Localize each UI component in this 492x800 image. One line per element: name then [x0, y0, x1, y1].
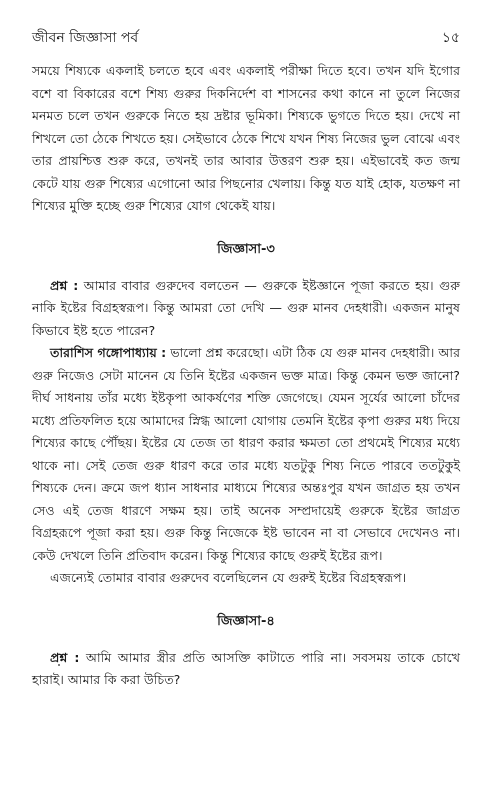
question-paragraph-3	[32, 275, 460, 343]
print-speck	[58, 664, 60, 666]
question-text: আমি আমার স্ত্রীর প্রতি আসক্তি কাটাতে পারি না। সবসময় তাকে চোখে হারাই। আমার কি করা উচিত?	[32, 649, 461, 687]
answer-paragraph-3	[32, 342, 460, 567]
closing-paragraph-3: এজন্যেই তোমার বাবার গুরুদেব বলেছিলেন যে গুরুই ইষ্টের বিগ্রহস্বরূপ।	[50, 570, 407, 585]
section-heading-4: জিজ্ঞাসা-৪	[217, 613, 275, 629]
question-label: প্রশ্ন :	[50, 649, 80, 665]
header-title: জীবন জিজ্ঞাসা পর্ব	[32, 30, 139, 46]
section-heading-3: জিজ্ঞাসা-৩	[217, 241, 275, 257]
answer-text: ভালো প্রশ্ন করেছো। এটা ঠিক যে গুরু মানব দেহধারী। আর গুরু নিজেও সেটা মানেন যে তিনি ইষ্টের একজন ভক্ত মাত্র। কিন্তু কেমন ভক্ত জানো? দীর্ঘ সাধনায় তাঁর মধ্যে ইষ্টকৃপা আকর্ষণের শক্তি জেগেছে। যেমন সূর্যের আলো চাঁদের মধ্যে প্রতিফলিত হয়ে আমাদের স্নিগ্ধ আলো যোগায় তেমনি ইষ্টের কৃপা গুরুর মধ্য দিয়ে শিষ্যের কাছে পৌঁছয়। ইষ্টের যে তেজ তা ধারণ করার ক্ষমতা তো প্রথমেই শিষ্যের মধ্যে থাকে না। সেই তেজ গুরু ধারণ করে তার মধ্যে যতটুকু শিষ্য নিতে পারবে ততটুকুই শিষ্যকে দেন। ক্রমে জপ ধ্যান সাধনার মাধ্যমে শিষ্যের অন্তঃপুর যখন জাগ্রত হয় তখন সেও এই তেজ ধারণে সক্ষম হয়। তাই অনেক সম্প্রদায়েই গুরুকে ইষ্টের জাগ্রত বিগ্রহরূপে পূজা করা হয়। গুরু কিন্তু নিজেকে ইষ্ট ভাবেন না বা সেভাবে দেখেনও না। কেউ দেখলে তিনি প্রতিবাদ করেন। কিন্তু শিষ্যের কাছে গুরুই ইষ্টের রূপ।	[32, 345, 460, 563]
question-label: প্রশ্ন :	[50, 277, 79, 293]
question-text: আমার বাবার গুরুদেব বলতেন — গুরুকে ইষ্টজ্ঞানে পূজা করতে হয়। গুরু নাকি ইষ্টের বিগ্রহস্বরূপ। কিন্তু আমরা তো দেখি — গুরু মানব দেহধারী। একজন মানুষ কিভাবে ইষ্ট হতে পারেন?	[32, 277, 460, 338]
answer-label: তারাশিস গঙ্গোপাধ্যায় :	[50, 345, 167, 360]
running-header	[32, 26, 460, 50]
page-number: ১৫	[441, 30, 460, 46]
intro-paragraph: সময়ে শিষ্যকে একলাই চলতে হবে এবং একলাই পরীক্ষা দিতে হবে। তখন যদি ইগোর বশে বা বিকারের বশে শিষ্য গুরুর দিকনির্দেশ বা শাসনের কথা কানে না তুলে নিজের মনমত চলে তখন গুরুকে নিতে হয় দ্রষ্টার ভূমিকা। শিষ্যকে ভুগতে দিতে হয়। দেখে না শিখলে তো ঠেকে শিখতে হয়। সেইভাবে ঠেকে শিখে যখন শিষ্য নিজের ভুল বোঝে এবং তার প্রায়শ্চিত্ত শুরু করে, তখনই তার আবার উত্তরণ শুরু হয়। এইভাবেই কত জন্ম কেটে যায় গুরু শিষ্যের এগোনো আর পিছনোর খেলায়। কিন্তু যত যাই হোক, যতক্ষণ না শিষ্যের মুক্তি হচ্ছে গুরু শিষ্যের যোগ থেকেই যায়।	[32, 63, 460, 213]
question-paragraph-4	[32, 647, 460, 692]
